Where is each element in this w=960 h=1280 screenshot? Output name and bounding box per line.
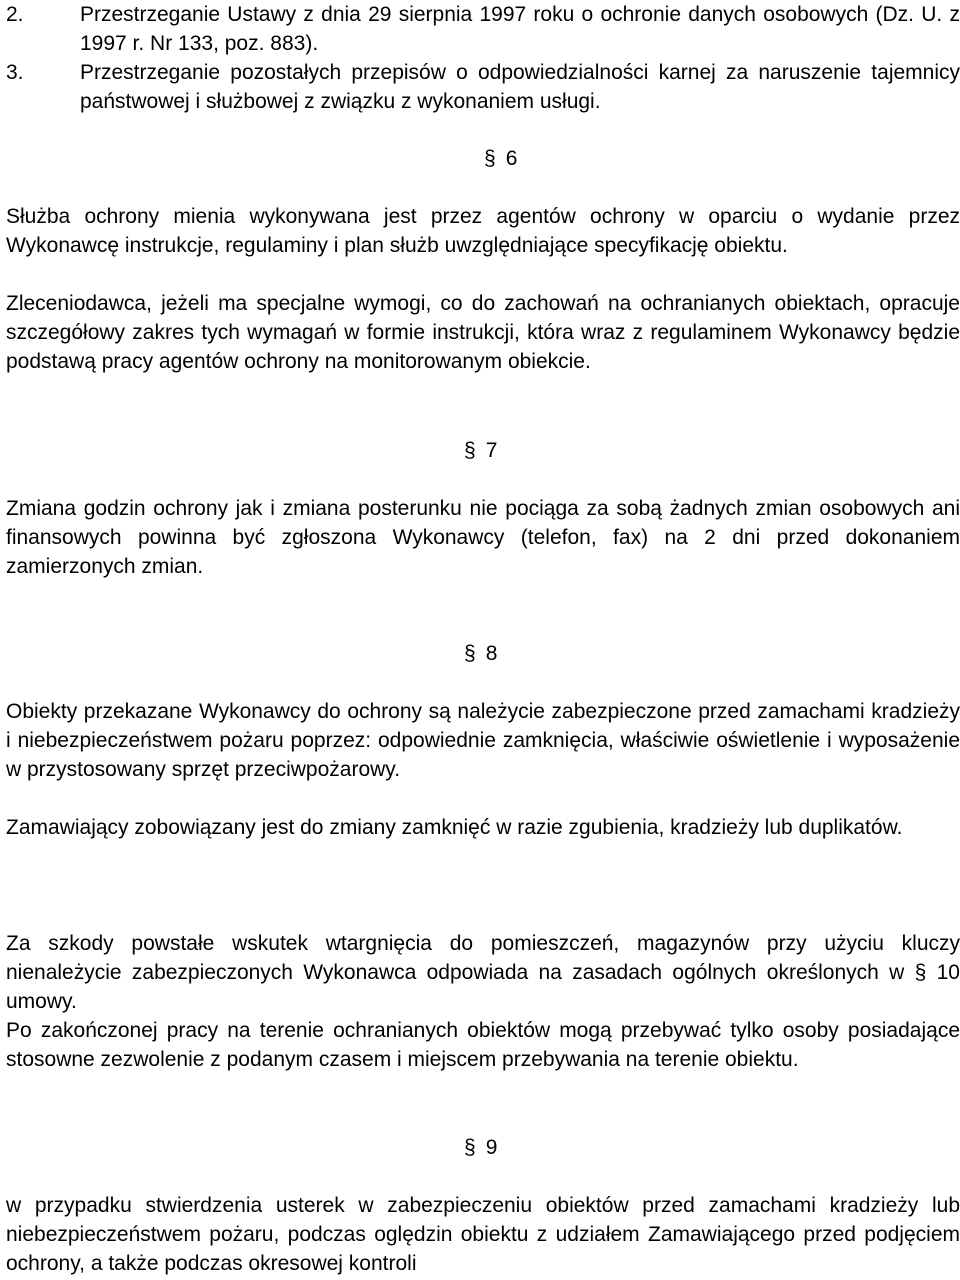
paragraph: Służba ochrony mienia wykonywana jest przez agentów ochrony w oparciu o wydanie przez Wykonawcę instrukcje, regulaminy i plan służb uwzględniające specyfikację obiektu. <box>6 205 960 257</box>
section-symbol: § <box>464 439 476 462</box>
list-item <box>6 0 960 58</box>
paragraph: Zleceniodawca, jeżeli ma specjalne wymogi, co do zachowań na ochranianych obiektach, opracuje szczegółowy zakres tych wymagań w formie instrukcji, która wraz z regulaminem Wykonawcy będzie podstawą pracy agentów ochrony na monitorowanym obiekcie. <box>6 292 960 373</box>
section-number: 7 <box>485 439 498 462</box>
list-item-number: 3. <box>6 61 24 84</box>
paragraph: Po zakończonej pracy na terenie ochranianych obiektów mogą przebywać tylko osoby posiadające stosowne zezwolenie z podanym czasem i miejscem przebywania na terenie obiektu. <box>6 1019 960 1071</box>
paragraph: Obiekty przekazane Wykonawcy do ochrony są należycie zabezpieczone przed zamachami kradzieży i niebezpieczeństwem pożaru poprzez: odpowiednie zamknięcia, właściwie oświetlenie i wyposażenie w przystosowany sprzęt przeciwpożarowy. <box>6 700 960 781</box>
section-heading-6 <box>484 144 517 173</box>
section-number: 6 <box>505 147 518 170</box>
paragraph: Zamawiający zobowiązany jest do zmiany zamknięć w razie zgubienia, kradzieży lub duplikatów. <box>6 816 903 839</box>
section-heading-9 <box>464 1133 497 1162</box>
section-symbol: § <box>464 642 476 665</box>
paragraph: w przypadku stwierdzenia usterek w zabezpieczeniu obiektów przed zamachami kradzieży lub niebezpieczeństwem pożaru, podczas oględzin obiektu z udziałem Zamawiającego przed podjęciem ochrony, a także podczas okresowej kontroli <box>6 1194 960 1275</box>
section-number: 9 <box>485 1136 498 1159</box>
section-heading-8 <box>464 639 497 668</box>
list-item-text: Przestrzeganie pozostałych przepisów o odpowiedzialności karnej za naruszenie tajemnicy państwowej i służbowej z związku z wykonaniem usługi. <box>80 61 960 113</box>
section-symbol: § <box>464 1136 476 1159</box>
section-heading-7 <box>464 436 497 465</box>
section-symbol: § <box>484 147 496 170</box>
list-item-number: 2. <box>6 3 24 26</box>
list-item-text: Przestrzeganie Ustawy z dnia 29 sierpnia 1997 roku o ochronie danych osobowych (Dz. U. z 1997 r. Nr 133, poz. 883). <box>80 3 960 55</box>
paragraph: Zmiana godzin ochrony jak i zmiana posterunku nie pociąga za sobą żadnych zmian osobowych ani finansowych powinna być zgłoszona Wykonawcy (telefon, fax) na 2 dni przed dokonaniem zamierzonych zmian. <box>6 497 960 578</box>
paragraph: Za szkody powstałe wskutek wtargnięcia do pomieszczeń, magazynów przy użyciu kluczy nienależycie zabezpieczonych Wykonawca odpowiada na zasadach ogólnych określonych w § 10 umowy. <box>6 932 960 1013</box>
section-number: 8 <box>485 642 498 665</box>
list-item <box>6 58 960 116</box>
